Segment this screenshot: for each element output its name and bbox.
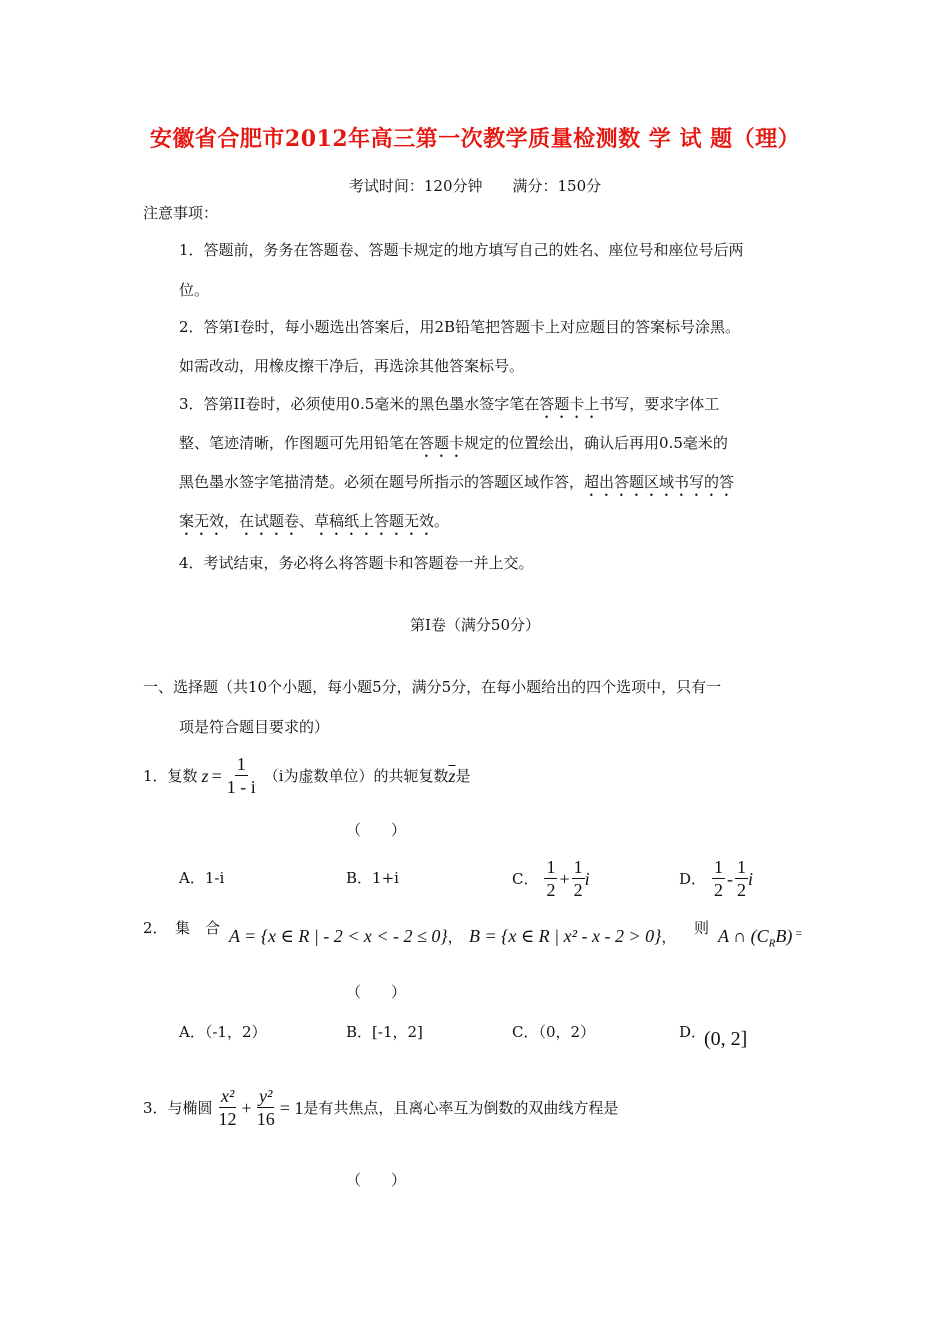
q1-option-c-label: C． <box>512 869 539 888</box>
q1-denominator: 1 - i <box>226 777 256 797</box>
text: 规定的位置绘出，确认后再用0.5毫米的 <box>464 434 728 452</box>
q1-option-d-frac1 <box>712 856 725 901</box>
q1-prefix: 1．复数 <box>143 766 198 785</box>
q1-desc: （i为虚数单位）的共轭复数 <box>263 766 449 785</box>
q3-frac-x <box>217 1085 239 1130</box>
q2-expression <box>718 926 802 950</box>
notice-item-1-cont: 位。 <box>179 281 210 299</box>
denominator: 2 <box>573 880 583 900</box>
plus-sign: + <box>241 1097 252 1118</box>
notice-item-3-line3 <box>179 472 734 500</box>
q2-option-d-value: (0, 2] <box>704 1028 748 1050</box>
q2-option-d-label: D． <box>679 1023 707 1041</box>
denominator: 2 <box>546 880 556 900</box>
q1-fraction <box>225 753 258 798</box>
part1-instruction: 一、选择题（共10个小题，每小题5分，满分5分，在每小题给出的四个选项中，只有一 <box>143 678 722 696</box>
numerator: x² <box>220 1086 235 1106</box>
q1-option-c-frac1 <box>544 856 557 901</box>
denominator: 12 <box>218 1109 237 1129</box>
set-a-expr: A = {x ∈ R | - 2 < x < - 2 ≤ 0} <box>229 926 448 946</box>
notice-item-3-line4 <box>179 511 449 539</box>
text: 。 <box>434 512 450 530</box>
numerator: 1 <box>714 857 724 877</box>
q3-eq: = 1 <box>279 1097 304 1118</box>
numerator: 1 <box>573 857 583 877</box>
notice-item-2-cont: 如需改动，用橡皮擦干净后，再选涂其他答案标号。 <box>179 357 525 375</box>
text: 整、笔迹清晰，作图题可先用铅笔在 <box>179 434 420 452</box>
q1-option-d-frac2 <box>735 856 748 901</box>
q1-zbar: $\overline{z}$ <box>448 765 456 786</box>
q2-option-a: A．（-1，2） <box>179 1023 267 1041</box>
q1-option-c <box>512 856 590 901</box>
q1-answer-paren: （ ） <box>346 821 407 839</box>
denominator: 16 <box>256 1109 275 1129</box>
q1-option-d-label: D． <box>679 869 707 888</box>
question-3 <box>143 1085 618 1130</box>
denominator: 2 <box>737 880 747 900</box>
q3-answer-paren: （ ） <box>346 1171 407 1189</box>
minus-sign: - <box>727 868 734 889</box>
numerator: 1 <box>546 857 556 877</box>
q1-suffix: 是 <box>455 766 471 785</box>
q2-option-b: B．[-1，2] <box>346 1023 423 1041</box>
section-title: 第Ⅰ卷（满分50分） <box>409 616 540 634</box>
text: 黑色墨水签字笔描清楚。必须在题号所指示的答题区域作答， <box>179 473 585 491</box>
q2-set-b <box>469 926 676 948</box>
q1-option-d <box>679 856 753 901</box>
imag-unit: i <box>584 868 590 889</box>
q1-option-a: A．1-i <box>179 869 225 887</box>
emphasis-text: 答题卡上 <box>539 395 600 413</box>
emphasis-text: 案无效，在试题卷、草稿纸上答题无效 <box>179 512 435 530</box>
notice-item-1: 1．答题前，务务在答题卷、答题卡规定的地方填写自己的姓名、座位号和座位号后两 <box>179 241 744 259</box>
notice-heading: 注意事项： <box>143 204 219 222</box>
comma: ， <box>447 930 463 946</box>
set-b-expr: B = {x ∈ R | x² - x - 2 > 0} <box>469 926 662 946</box>
notice-item-4: 4．考试结束，务必将么将答题卡和答题卷一并上交。 <box>179 554 534 572</box>
emphasis-text: 超出答题区域书写的答 <box>584 473 735 491</box>
notice-item-3-line2 <box>179 433 728 461</box>
q2-option-c: C．（0，2） <box>512 1023 596 1041</box>
part1-instruction-cont: 项是符合题目要求的） <box>179 718 330 736</box>
exam-info: 考试时间：120分钟 满分：150分 <box>348 177 602 195</box>
subscript: R <box>768 937 776 950</box>
question-1 <box>143 753 471 798</box>
document-title: 安徽省合肥市2012年高三第一次教学质量检测数 学 试 题（理） <box>149 126 801 152</box>
q2-prefix: 2． 集 合 <box>143 919 221 937</box>
expr-start: A ∩ (C <box>718 926 769 946</box>
notice-item-3-line1 <box>179 394 719 422</box>
q2-set-a <box>229 926 463 948</box>
q3-prefix: 3．与椭圆 <box>143 1098 213 1117</box>
equals: = <box>795 926 803 940</box>
imag-unit: i <box>748 868 754 889</box>
q2-answer-paren: （ ） <box>346 983 407 1001</box>
q1-z: z <box>201 765 209 786</box>
comma: ， <box>661 930 677 946</box>
q1-numerator: 1 <box>236 754 246 774</box>
q1-option-c-frac2 <box>572 856 585 901</box>
q1-option-b: B．1+i <box>346 869 399 887</box>
q3-frac-y <box>255 1085 277 1130</box>
notice-item-2: 2．答第Ⅰ卷时，每小题选出答案后，用2B铅笔把答题卡上对应题目的答案标号涂黑。 <box>179 318 741 336</box>
numerator: y² <box>259 1086 273 1106</box>
q2-then: 则 <box>694 919 710 937</box>
text: 3．答第II卷时，必须使用0.5毫米的黑色墨水签字笔在 <box>179 395 540 413</box>
q3-suffix: 是有共焦点，且离心率互为倒数的双曲线方程是 <box>303 1098 619 1117</box>
q1-eq: = <box>211 765 222 786</box>
text: 书写，要求字体工 <box>599 395 720 413</box>
numerator: 1 <box>737 857 747 877</box>
emphasis-text: 答题卡 <box>419 434 465 452</box>
denominator: 2 <box>714 880 724 900</box>
expr-end: B) <box>775 926 793 946</box>
plus-sign: + <box>559 868 570 889</box>
